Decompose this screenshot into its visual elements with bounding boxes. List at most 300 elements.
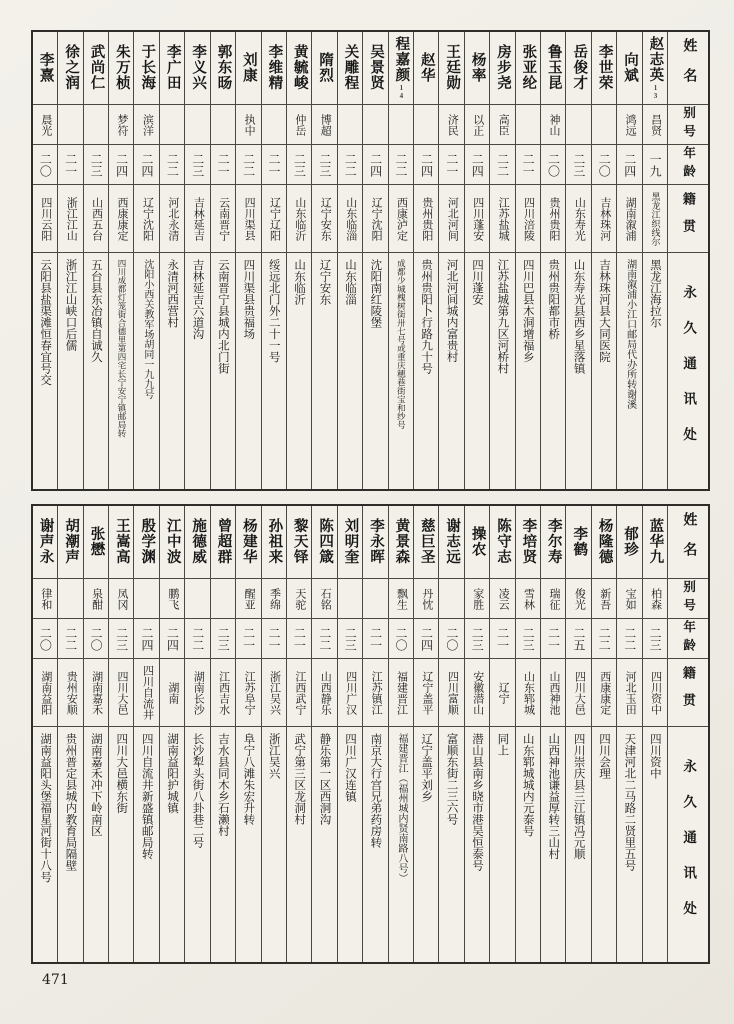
person-column (465, 506, 490, 962)
person-name-text: 李熹 (37, 52, 54, 83)
person-column (592, 506, 617, 962)
person-column (160, 506, 185, 962)
person-name (185, 32, 209, 104)
person-name-text: 胡潮声 (63, 518, 80, 565)
person-address: 吉水县同木乡石濑村 (211, 726, 235, 962)
person-column (363, 32, 388, 489)
person-name (287, 506, 311, 578)
header-native-place: 籍贯 (668, 184, 708, 252)
person-alias: 凤冈 (109, 578, 133, 618)
person-native-place: 浙江吴兴 (262, 658, 286, 726)
person-name-text: 岳俊才 (571, 44, 588, 91)
person-native-place: 四川富顺 (439, 658, 463, 726)
person-alias (592, 104, 616, 144)
person-name-text: 谢志远 (444, 518, 461, 565)
person-age: 二四 (134, 618, 158, 658)
person-address: 潜山县南乡晓市港吴恒泰号 (465, 726, 489, 962)
person-name (389, 32, 413, 104)
person-name (516, 506, 540, 578)
person-native-place: 四川资中 (643, 658, 667, 726)
person-name (287, 32, 311, 104)
person-alias: 俊光 (566, 578, 590, 618)
person-name-text: 谢声永 (37, 518, 54, 565)
person-alias (516, 104, 540, 144)
person-address: 同上 (490, 726, 514, 962)
person-column (617, 506, 642, 962)
person-alias: 执中 (236, 104, 260, 144)
person-age: 二四 (109, 144, 133, 184)
person-name (490, 32, 514, 104)
person-age: 二一 (262, 618, 286, 658)
person-alias (211, 578, 235, 618)
person-native-place: 山东临沂 (287, 184, 311, 252)
person-address: 南京大行宫兄弟药房转 (363, 726, 387, 962)
person-native-place: 吉林延吉 (185, 184, 209, 252)
person-address: 湖南嘉禾冲下岭南区 (84, 726, 108, 962)
person-name-text: 隋烈 (317, 52, 334, 83)
person-name (363, 32, 387, 104)
person-alias: 昌贤 (643, 104, 667, 144)
person-column (185, 506, 210, 962)
person-name (109, 506, 133, 578)
person-alias: 瑞征 (541, 578, 565, 618)
person-column (109, 506, 134, 962)
person-address: 吉林延吉六道沟 (185, 252, 209, 489)
person-name-text: 杨建华 (240, 518, 257, 565)
person-name (439, 506, 463, 578)
person-address: 河北河间城内富贵村 (439, 252, 463, 489)
person-name-text: 施德威 (190, 518, 207, 565)
person-name-text: 孙祖来 (266, 518, 283, 565)
person-name (541, 506, 565, 578)
person-column (516, 32, 541, 489)
person-name (109, 32, 133, 104)
page-number: 471 (42, 972, 69, 988)
person-address: 湖南溆浦小江口邮局代办所转谢溪 (617, 252, 641, 489)
person-column (160, 32, 185, 489)
person-name (592, 506, 616, 578)
person-name-text: 李鹤 (571, 526, 588, 557)
person-address: 浙江江山峡口后儒 (58, 252, 82, 489)
person-column (490, 32, 515, 489)
person-name (617, 506, 641, 578)
person-age: 二二 (58, 618, 82, 658)
person-alias: 柏森 (643, 578, 667, 618)
person-name-text: 程嘉颜 (393, 36, 410, 83)
person-age: 二一 (211, 144, 235, 184)
person-name (592, 32, 616, 104)
person-alias: 雪林 (516, 578, 540, 618)
person-alias: 凌云 (490, 578, 514, 618)
person-name (414, 506, 438, 578)
person-address: 山西神池谦益厚转三山村 (541, 726, 565, 962)
person-alias (58, 578, 82, 618)
person-age: 二三 (287, 144, 311, 184)
person-age: 二三 (185, 144, 209, 184)
person-name-text: 李永晖 (367, 518, 384, 565)
person-native-place: 四川自流井 (134, 658, 158, 726)
person-name-text: 徐之润 (63, 44, 80, 91)
person-name (58, 32, 82, 104)
person-name (516, 32, 540, 104)
person-alias (363, 578, 387, 618)
person-age: 二〇 (439, 618, 463, 658)
person-name (84, 506, 108, 578)
person-column (211, 506, 236, 962)
person-age: 二二 (160, 144, 184, 184)
person-address: 绥远北门外二十一号 (262, 252, 286, 489)
person-name (338, 32, 362, 104)
directory-table-bottom (31, 504, 710, 964)
person-name-text: 陈守志 (494, 518, 511, 565)
person-address: 山东寿光县西乡星落镇 (566, 252, 590, 489)
person-address: 辽宁安东 (312, 252, 336, 489)
person-name-text: 黄景森 (393, 518, 410, 565)
person-address: 贵州贵阳都市桥 (541, 252, 565, 489)
person-native-place: 山西神池 (541, 658, 565, 726)
person-native-place: 辽宁沈阳 (134, 184, 158, 252)
person-age: 二二 (617, 618, 641, 658)
person-name-text: 于长海 (139, 44, 156, 91)
person-native-place: 黑龙江织线尔 (643, 184, 667, 252)
person-name (33, 506, 57, 578)
person-column (262, 32, 287, 489)
person-column (236, 506, 261, 962)
person-alias: 天驼 (287, 578, 311, 618)
person-name-text: 郭东旸 (215, 44, 232, 91)
person-address: 湖南益阳护城镇 (160, 726, 184, 962)
person-native-place: 湖南益阳 (33, 658, 57, 726)
person-alias (439, 578, 463, 618)
person-name-text: 王廷勋 (444, 44, 461, 91)
person-name-text: 杨隆德 (596, 518, 613, 565)
person-alias: 律和 (33, 578, 57, 618)
person-address: 沈阳南红陵堡 (363, 252, 387, 489)
person-alias: 石铭 (312, 578, 336, 618)
person-name (33, 32, 57, 104)
person-name-text: 陈四箴 (317, 518, 334, 565)
person-name-text: 曾超群 (215, 518, 232, 565)
person-age: 二四 (363, 144, 387, 184)
person-address: 福建晋江（福州城内贤南路八号） (389, 726, 413, 962)
person-age: 二〇 (33, 618, 57, 658)
person-name (312, 506, 336, 578)
person-native-place: 四川渠县 (236, 184, 260, 252)
person-column (58, 32, 83, 489)
person-name-text: 黎天铎 (291, 518, 308, 565)
person-name-text: 关雕程 (342, 44, 359, 91)
person-address: 吉林珠河县大同医院 (592, 252, 616, 489)
person-name (439, 32, 463, 104)
person-age: 二二 (236, 144, 260, 184)
person-column (287, 506, 312, 962)
person-name (262, 506, 286, 578)
header-column-bottom (668, 506, 708, 962)
person-name-text: 刘明奎 (342, 518, 359, 565)
person-name (363, 506, 387, 578)
person-alias (262, 104, 286, 144)
person-native-place: 河北河间 (439, 184, 463, 252)
person-name (160, 32, 184, 104)
person-native-place: 山西静乐 (312, 658, 336, 726)
person-column (236, 32, 261, 489)
person-column (414, 506, 439, 962)
person-name (185, 506, 209, 578)
person-column (338, 32, 363, 489)
person-name (338, 506, 362, 578)
person-native-place: 安徽潜山 (465, 658, 489, 726)
person-address: 静乐第一区西洞沟 (312, 726, 336, 962)
person-age: 二四 (414, 618, 438, 658)
person-age: 二四 (134, 144, 158, 184)
person-name-text: 张懋 (88, 526, 105, 557)
person-age: 二三 (566, 144, 590, 184)
person-age: 二〇 (389, 618, 413, 658)
person-column (592, 32, 617, 489)
person-native-place: 贵州安顺 (58, 658, 82, 726)
person-name (389, 506, 413, 578)
person-name (541, 32, 565, 104)
person-address: 云阳县盐渠滩恒春宜号交 (33, 252, 57, 489)
person-native-place: 山东临淄 (338, 184, 362, 252)
person-alias (211, 104, 235, 144)
person-age: 二三 (338, 618, 362, 658)
person-address: 云南晋宁县城内北门街 (211, 252, 235, 489)
person-native-place: 四川云阳 (33, 184, 57, 252)
person-native-place: 西康泸定 (389, 184, 413, 252)
person-column (134, 506, 159, 962)
person-age: 二三 (109, 618, 133, 658)
person-column (58, 506, 83, 962)
person-alias (84, 104, 108, 144)
person-age: 二一 (516, 144, 540, 184)
person-address: 阜宁八滩朱宏升转 (236, 726, 260, 962)
person-name (617, 32, 641, 104)
person-alias: 滨洋 (134, 104, 158, 144)
person-name (211, 32, 235, 104)
person-name-text: 张亚纶 (520, 44, 537, 91)
person-address: 山东郓城城内元泰号 (516, 726, 540, 962)
person-name-text: 赵志英 (647, 36, 664, 83)
person-column (312, 506, 337, 962)
person-name (211, 506, 235, 578)
person-column (439, 506, 464, 962)
person-name (58, 506, 82, 578)
person-name-text: 李世荣 (596, 44, 613, 91)
person-alias: 新吾 (592, 578, 616, 618)
person-alias: 丹忱 (414, 578, 438, 618)
person-native-place: 西康康定 (109, 184, 133, 252)
person-column (465, 32, 490, 489)
person-age: 二〇 (33, 144, 57, 184)
person-alias (338, 104, 362, 144)
person-name-text: 杨率 (469, 52, 486, 83)
person-alias (185, 578, 209, 618)
person-column (84, 506, 109, 962)
person-age: 一九 (643, 144, 667, 184)
person-native-place: 四川广汉 (338, 658, 362, 726)
person-native-place: 江苏盐城 (490, 184, 514, 252)
person-age: 二〇 (592, 144, 616, 184)
person-name (643, 32, 667, 104)
person-name-text: 慈巨圣 (418, 518, 435, 565)
person-name-text: 操农 (469, 526, 486, 557)
header-address: 永久通讯处 (668, 726, 708, 962)
person-column (109, 32, 134, 489)
person-address: 湖南益阳头堡福星河街十八号 (33, 726, 57, 962)
person-alias: 家胜 (465, 578, 489, 618)
person-name-text: 武尚仁 (88, 44, 105, 91)
person-native-place: 吉林珠河 (592, 184, 616, 252)
person-age: 二四 (617, 144, 641, 184)
person-age: 二二 (592, 618, 616, 658)
person-address: 四川大邑横东街 (109, 726, 133, 962)
person-native-place: 江西武宁 (287, 658, 311, 726)
person-name (134, 506, 158, 578)
person-name-text: 房步尧 (494, 44, 511, 91)
person-native-place: 河北玉田 (617, 658, 641, 726)
person-name-text: 吴景贤 (367, 44, 384, 91)
person-name-text: 向斌 (622, 52, 638, 83)
person-address: 沈阳小西关教军场胡同一九九号 (134, 252, 158, 489)
person-alias (134, 578, 158, 618)
person-column (185, 32, 210, 489)
person-name-text: 李尔寿 (545, 518, 562, 565)
person-native-place: 辽宁安东 (312, 184, 336, 252)
person-age: 二一 (490, 618, 514, 658)
header-age: 年龄 (668, 144, 708, 184)
person-alias: 鹏飞 (160, 578, 184, 618)
person-name (465, 32, 489, 104)
header-name: 姓名 (681, 38, 697, 98)
person-name-text: 朱万桢 (113, 44, 130, 91)
person-alias (185, 104, 209, 144)
person-alias (363, 104, 387, 144)
person-column (84, 32, 109, 489)
person-alias: 季绵 (262, 578, 286, 618)
person-column (134, 32, 159, 489)
person-native-place: 辽宁盖平 (414, 658, 438, 726)
header-alias: 别号 (668, 578, 708, 618)
person-age: 二一 (541, 618, 565, 658)
person-age: 二四 (414, 144, 438, 184)
person-native-place: 四川大邑 (109, 658, 133, 726)
person-column (287, 32, 312, 489)
person-native-place: 湖南嘉禾 (84, 658, 108, 726)
person-column (516, 506, 541, 962)
person-age: 二三 (643, 618, 667, 658)
person-address: 山东临淄 (338, 252, 362, 489)
person-alias: 飘生 (389, 578, 413, 618)
person-age: 二一 (439, 144, 463, 184)
person-native-place: 四川大邑 (566, 658, 590, 726)
directory-table-top (31, 30, 710, 491)
person-age: 二四 (160, 618, 184, 658)
person-name-text: 李义兴 (190, 44, 207, 91)
person-address: 长沙犁头街八卦巷二号 (185, 726, 209, 962)
person-alias: 梦符 (109, 104, 133, 144)
person-address: 四川资中 (643, 726, 667, 962)
person-name-text: 刘康 (240, 52, 257, 83)
person-address: 四川成都灯笼街合德里第四宅长宁安宁镇邮局转 (109, 252, 133, 489)
person-alias: 宝如 (617, 578, 641, 618)
person-age: 二一 (287, 618, 311, 658)
person-column (33, 506, 58, 962)
person-address: 永清河西营村 (160, 252, 184, 489)
person-column (439, 32, 464, 489)
person-age: 二五 (566, 618, 590, 658)
header-address: 永久通讯处 (668, 252, 708, 489)
person-alias (338, 578, 362, 618)
person-name (160, 506, 184, 578)
person-age: 二一 (363, 618, 387, 658)
person-name (566, 32, 590, 104)
header-age: 年龄 (668, 618, 708, 658)
person-column (389, 506, 414, 962)
person-alias: 醒亚 (236, 578, 260, 618)
header-alias: 别号 (668, 104, 708, 144)
person-age: 二三 (465, 618, 489, 658)
person-age: 二四 (465, 144, 489, 184)
person-address: 富顺东街二三六号 (439, 726, 463, 962)
person-name (643, 506, 667, 578)
person-age: 二一 (236, 618, 260, 658)
person-column (414, 32, 439, 489)
person-column (312, 32, 337, 489)
person-address: 浙江吴兴 (262, 726, 286, 962)
person-name-text: 赵华 (418, 52, 435, 83)
person-age: 二〇 (84, 618, 108, 658)
person-column (211, 32, 236, 489)
person-age: 二一 (262, 144, 286, 184)
person-address: 成都少城槐树街卅七号或重庆穗巷街宝和纱号 (389, 252, 413, 489)
person-address: 四川自流井新盛镇邮局转 (134, 726, 158, 962)
person-address: 五台县东冶镇自诚久 (84, 252, 108, 489)
person-address: 四川会理 (592, 726, 616, 962)
person-alias: 以正 (465, 104, 489, 144)
person-native-place: 江西吉水 (211, 658, 235, 726)
person-native-place: 辽宁 (490, 658, 514, 726)
person-alias: 济民 (439, 104, 463, 144)
person-address: 四川蓬安 (465, 252, 489, 489)
person-address: 天津河北二马路二贤里五号 (617, 726, 641, 962)
person-alias (58, 104, 82, 144)
person-name (262, 32, 286, 104)
person-address: 黑龙江海拉尔 (643, 252, 667, 489)
person-column (617, 32, 642, 489)
person-column (541, 32, 566, 489)
person-address: 四川崇庆县三江镇冯元顺 (566, 726, 590, 962)
person-name (236, 32, 260, 104)
person-name-text: 郁珍 (622, 526, 638, 557)
header-column-top (668, 32, 708, 489)
header-native-place: 籍贯 (668, 658, 708, 726)
person-column (566, 32, 591, 489)
person-age: 二三 (312, 144, 336, 184)
person-native-place: 西康康定 (592, 658, 616, 726)
person-alias (160, 104, 184, 144)
header-name: 姓名 (681, 512, 697, 572)
person-address: 四川广汉连镇 (338, 726, 362, 962)
person-alias: 晨光 (33, 104, 57, 144)
person-column (338, 506, 363, 962)
person-native-place: 浙江江山 (58, 184, 82, 252)
person-native-place: 云南晋宁 (211, 184, 235, 252)
person-address: 江苏盐城第九区河桥村 (490, 252, 514, 489)
person-column (490, 506, 515, 962)
person-alias: 鸿远 (617, 104, 641, 144)
person-alias (566, 104, 590, 144)
